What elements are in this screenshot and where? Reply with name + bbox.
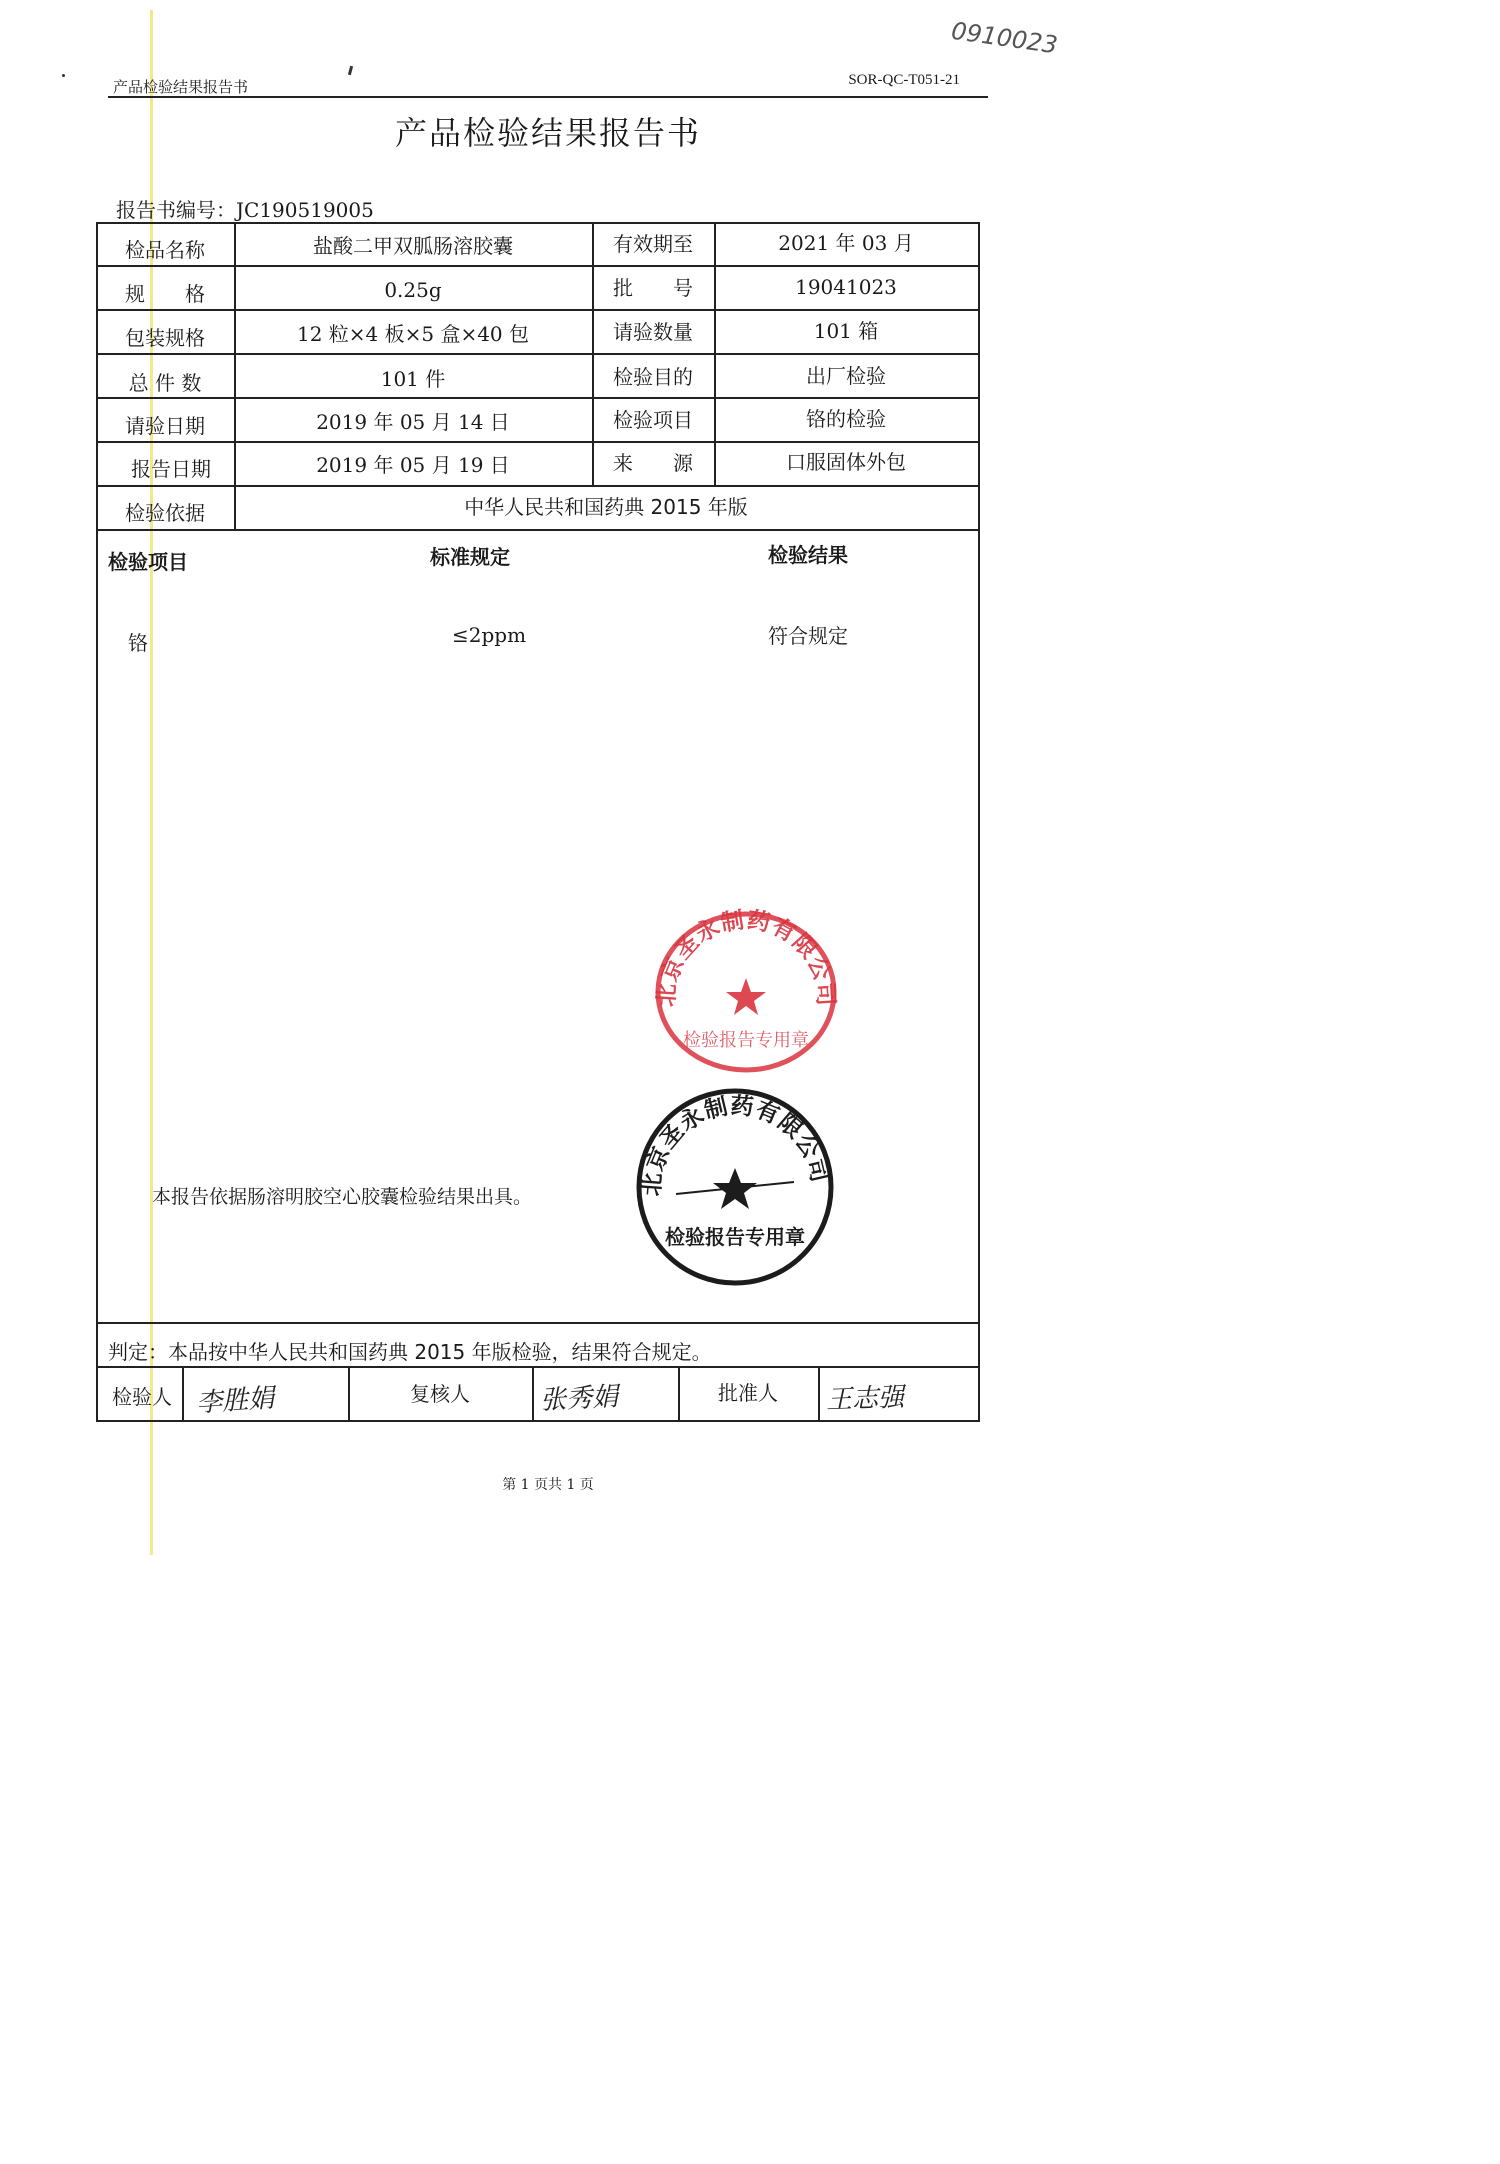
label-inspector: 检验人: [112, 1385, 172, 1409]
black-stamp-purpose-text: 检验报告专用章: [665, 1225, 805, 1249]
row-divider: [96, 441, 978, 443]
report-form: [96, 222, 980, 1422]
label-batch: 批 号: [613, 276, 693, 300]
results-header-standard: 标准规定: [430, 545, 510, 569]
value-basis: 中华人民共和国药典 2015 年版: [464, 495, 748, 519]
label-report-date: 报告日期: [131, 457, 211, 481]
approver-signature: 王志强: [825, 1382, 905, 1416]
page-footer: 第 1 页共 1 页: [502, 1477, 594, 1493]
label-reviewer: 复核人: [410, 1382, 470, 1406]
form-code: SOR-QC-T051-21: [848, 72, 960, 88]
label-test-item: 检验项目: [613, 408, 693, 432]
star-icon: [726, 978, 766, 1015]
label-request-qty: 请验数量: [613, 320, 693, 344]
value-spec: 0.25g: [384, 278, 442, 302]
header-left-title: 产品检验结果报告书: [113, 78, 249, 96]
inspector-signature: 李胜娟: [195, 1383, 276, 1419]
result-value: 符合规定: [768, 624, 848, 648]
value-test-item: 铬的检验: [806, 407, 886, 431]
value-packaging: 12 粒×4 板×5 盒×40 包: [296, 322, 530, 346]
results-header-result: 检验结果: [768, 543, 848, 567]
label-approver: 批准人: [718, 1381, 778, 1405]
row-divider: [96, 265, 978, 267]
label-product-name: 检品名称: [125, 238, 205, 262]
black-stamp-company-text: 北京圣永制药有限公司: [639, 1093, 833, 1197]
label-basis: 检验依据: [125, 501, 205, 525]
label-packaging: 包装规格: [125, 326, 205, 350]
red-stamp-purpose-text: 检验报告专用章: [683, 1030, 809, 1051]
value-request-date: 2019 年 05 月 14 日: [316, 410, 510, 434]
red-company-stamp: [648, 900, 844, 1076]
label-request-date: 请验日期: [125, 414, 205, 438]
label-purpose: 检验目的: [613, 365, 693, 389]
scan-dot: [62, 74, 65, 77]
value-request-qty: 101 箱: [813, 319, 879, 343]
report-note: 本报告依据肠溶明胶空心胶囊检验结果出具。: [152, 1186, 533, 1208]
value-source: 口服固体外包: [786, 450, 906, 474]
value-expiry: 2021 年 03 月: [778, 231, 914, 255]
report-number: 报告书编号：JC190519005: [116, 198, 374, 222]
value-purpose: 出厂检验: [806, 364, 886, 388]
reviewer-signature: 张秀娟: [539, 1381, 619, 1417]
row-divider: [96, 397, 978, 399]
results-header-item: 检验项目: [108, 550, 188, 574]
row-divider: [96, 1322, 978, 1324]
label-spec: 规 格: [125, 282, 205, 306]
col-divider: [818, 1366, 820, 1420]
row-divider: [96, 353, 978, 355]
row-divider: [96, 309, 978, 311]
row-divider: [96, 1366, 978, 1368]
result-item: 铬: [128, 631, 148, 655]
row-divider: [96, 529, 978, 531]
label-source: 来 源: [613, 451, 693, 475]
col-divider: [592, 222, 594, 486]
result-standard: ≤2ppm: [452, 623, 527, 647]
page-title: 产品检验结果报告书: [394, 114, 701, 152]
value-report-date: 2019 年 05 月 19 日: [316, 453, 510, 477]
handwritten-number: 0910023: [949, 16, 1060, 60]
row-divider: [96, 485, 978, 487]
header-rule: [108, 96, 988, 98]
label-total-pieces: 总 件 数: [128, 371, 202, 395]
value-batch: 19041023: [795, 275, 897, 299]
label-expiry: 有效期至: [613, 232, 693, 256]
value-total-pieces: 101 件: [380, 367, 446, 391]
red-stamp-company-text: 北京圣永制药有限公司: [653, 907, 839, 1008]
scan-mark: [348, 66, 353, 75]
black-company-stamp: [632, 1084, 838, 1290]
verdict: 判定：本品按中华人民共和国药典 2015 年版检验，结果符合规定。: [108, 1340, 712, 1364]
value-product-name: 盐酸二甲双胍肠溶胶囊: [313, 234, 513, 258]
col-divider: [532, 1366, 534, 1420]
col-divider: [714, 222, 716, 486]
